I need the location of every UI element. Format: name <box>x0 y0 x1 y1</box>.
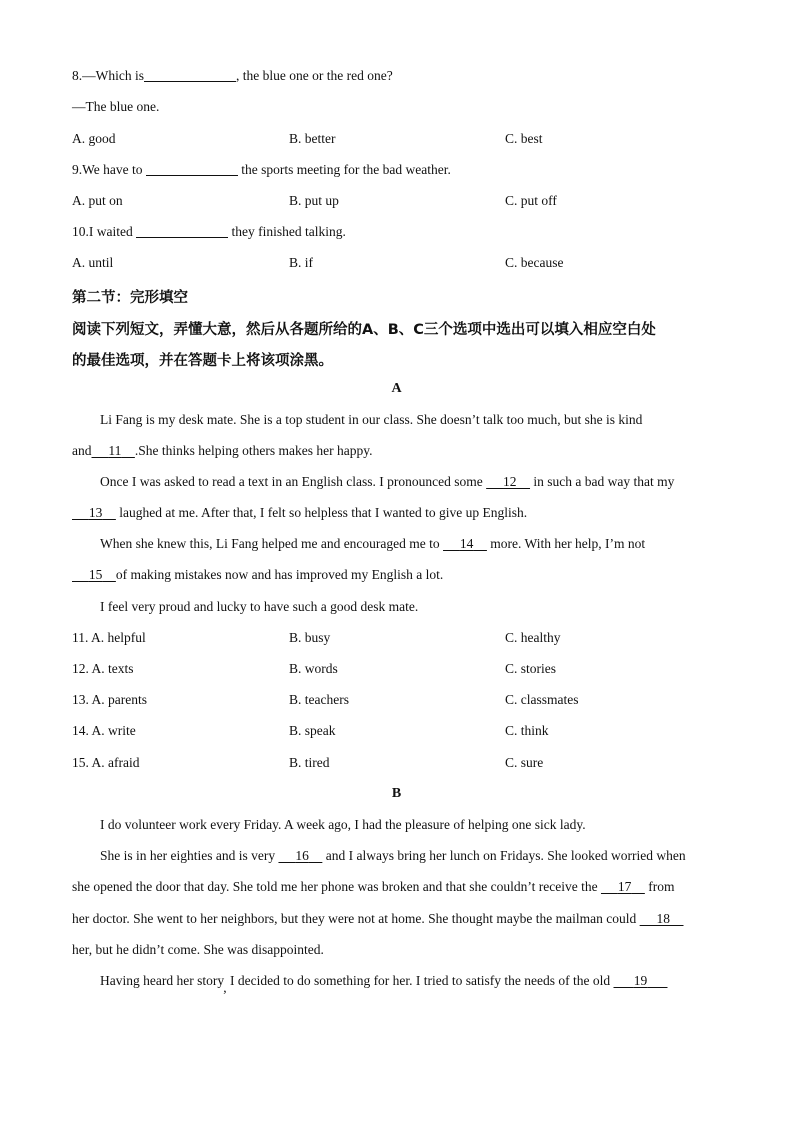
option-c: C. stories <box>505 661 557 676</box>
blank-13: 13 <box>88 505 103 520</box>
question-8: 8.—Which is , the blue one or the red one? <box>72 68 393 83</box>
option-b: B. busy <box>289 630 331 645</box>
passage-line: her doctor. She went to her neighbors, but they were not at home. She thought maybe the mailman could 18 <box>72 911 684 927</box>
option-a: A. good <box>72 131 116 146</box>
question-9: 9.We have to the sports meeting for the bad weather. <box>72 162 451 177</box>
option-c: C. because <box>505 255 564 270</box>
option-c: C. sure <box>505 755 544 770</box>
blank-14: 14 <box>459 536 474 551</box>
option-c: C. classmates <box>505 692 579 707</box>
question-8-answer: —The blue one. <box>72 99 160 114</box>
option-b: B. tired <box>289 755 330 770</box>
blank-17: 17 <box>617 879 632 894</box>
passage-a-label: A <box>391 381 402 396</box>
option-c: C. put off <box>505 193 557 208</box>
passage-line: she opened the door that day. She told me her phone was broken and that she couldn’t receive the 17 from <box>72 879 675 894</box>
passage-line: Once I was asked to read a text in an English class. I pronounced some 12 in such a bad way that my <box>100 474 675 489</box>
passage-line: I feel very proud and lucky to have such a good desk mate. <box>100 599 419 614</box>
blank-19: 19 <box>633 973 648 988</box>
passage-line: When she knew this, Li Fang helped me and encouraged me to 14 more. With her help, I’m not <box>100 536 646 551</box>
option-b: B. better <box>289 131 336 146</box>
option-b: B. speak <box>289 723 336 738</box>
section-instruction: 的最佳选项，并在答题卡上将该项涂黑。 <box>72 353 333 369</box>
section-title: 第二节：完形填空 <box>72 290 188 306</box>
answer-blank <box>136 224 228 238</box>
blank-15: 15 <box>88 567 103 582</box>
option-c: C. healthy <box>505 630 561 645</box>
option-a: 13. A. parents <box>72 692 147 707</box>
option-b: B. if <box>289 255 314 270</box>
option-a: 11. A. helpful <box>72 630 146 645</box>
option-b: B. words <box>289 661 338 676</box>
option-c: C. think <box>505 723 549 738</box>
passage-line: I do volunteer work every Friday. A week ago, I had the pleasure of helping one sick lady. <box>100 817 586 832</box>
option-b: B. put up <box>289 193 339 208</box>
blank-18: 18 <box>656 911 670 926</box>
option-a: A. until <box>72 255 114 270</box>
blank-16: 16 <box>295 848 309 863</box>
answer-blank <box>146 162 238 176</box>
passage-line: Having heard her story, I decided to do something for her. I tried to satisfy the needs of the old 19 <box>100 973 668 989</box>
blank-11: 11 <box>108 443 122 458</box>
question-10: 10.I waited they finished talking. <box>72 224 346 239</box>
passage-line: 13 laughed at me. After that, I felt so helpless that I wanted to give up English. <box>72 505 527 521</box>
option-b: B. teachers <box>289 692 349 707</box>
blank-12: 12 <box>503 474 517 489</box>
passage-b-label: B <box>391 786 402 801</box>
passage-line: her, but he didn’t come. She was disappointed. <box>72 942 324 957</box>
passage-line: and 11 .She thinks helping others makes her happy. <box>72 443 373 458</box>
answer-blank <box>144 68 236 82</box>
section-instruction: 阅读下列短文，弄懂大意，然后从各题所给的A、B、C三个选项中选出可以填入相应空白处 <box>72 322 656 338</box>
passage-line: She is in her eighties and is very 16 and I always bring her lunch on Fridays. She looked worried when <box>100 848 686 863</box>
option-a: A. put on <box>72 193 123 208</box>
option-a: 15. A. afraid <box>72 755 140 770</box>
option-a: 14. A. write <box>72 723 136 738</box>
option-c: C. best <box>505 131 543 146</box>
passage-line: 15 of making mistakes now and has improved my English a lot. <box>72 567 443 583</box>
passage-line: Li Fang is my desk mate. She is a top student in our class. She doesn’t talk too much, but she is kind <box>100 412 643 427</box>
option-a: 12. A. texts <box>72 661 134 676</box>
